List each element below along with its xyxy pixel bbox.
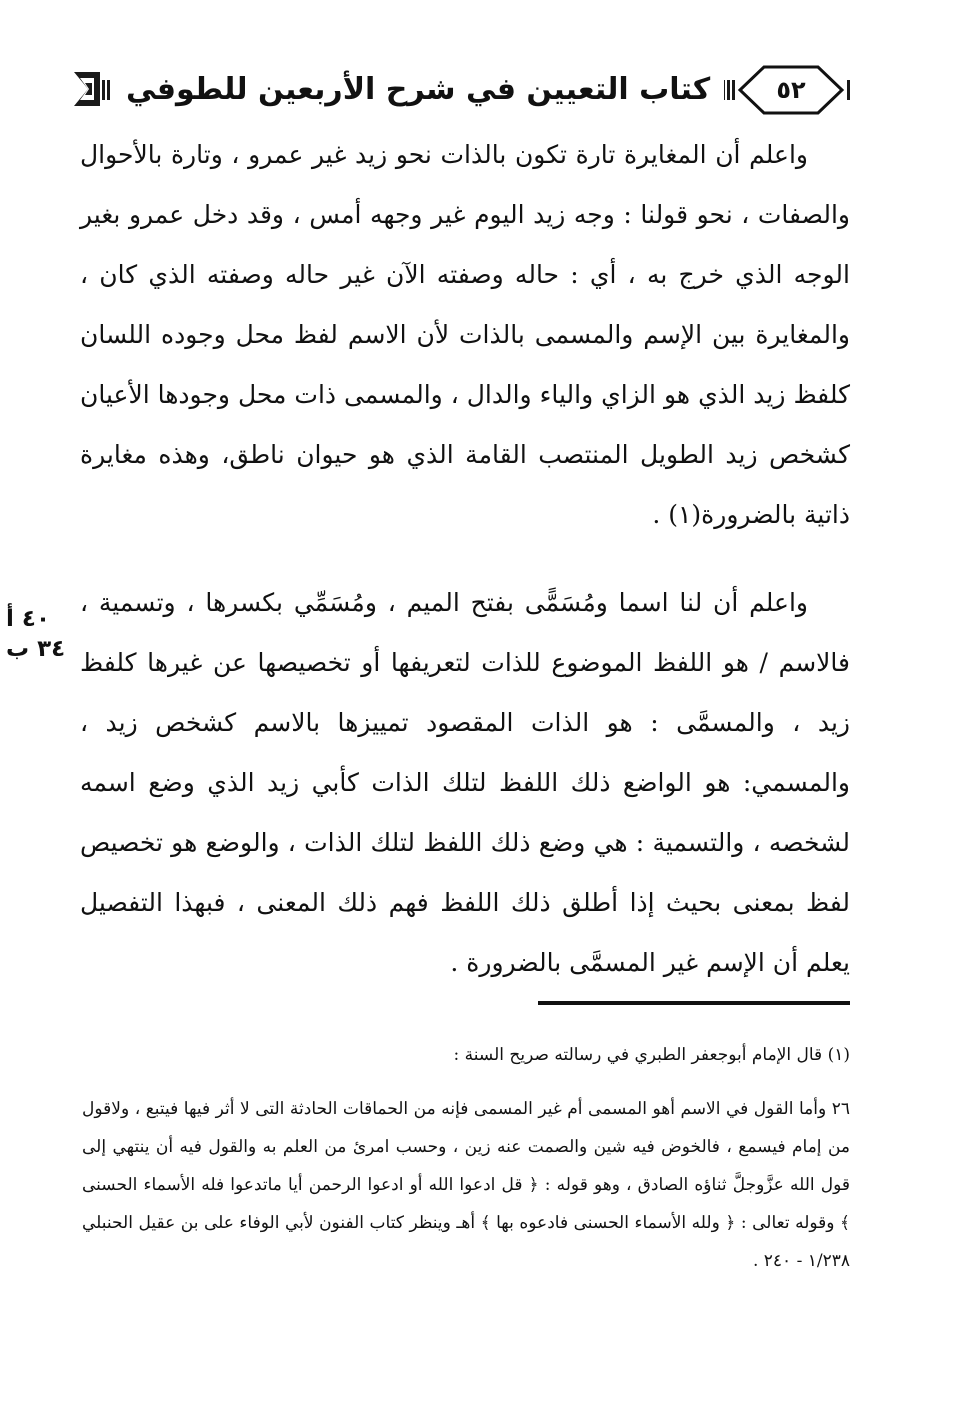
- folio-ref-2: ٣٤ ب: [6, 636, 66, 662]
- footnote-1-intro: (١) قال الإمام أبوجعفر الطبري في رسالته صريح السنة :: [453, 1045, 850, 1065]
- manuscript-folio-note: [6, 604, 70, 664]
- paragraph-1: واعلم أن المغايرة تارة تكون بالذات نحو زيد غير عمرو ، وتارة بالأحوال والصفات ، نحو قولنا : وجه زيد اليوم غير وجهه أمس ، وقد دخل عمرو بغير الوجه الذي خرج به ، أي : حاله وصفته الآن غير حاله وصفته الذي كان ، والمغايرة بين الإسم والمسمى بالذات لأن الاسم لفظ محل وجوده اللسان كلفظ زيد الذي هو الزاي والياء والدال ، والمسمى ذات محل وجودها الأعيان كشخص زيد الطويل المنتصب القامة الذي هو حيوان ناطق، وهذه مغايرة ذاتية بالضرورة(١) .: [80, 140, 850, 529]
- footnote-1-quote: ٢٦ وأما القول في الاسم أهو المسمى أم غير المسمى فإنه من الحماقات الحادثة التى لا أثر فيها فيتبع ، ولاقول من إمام فيسمع ، فالخوض فيه شين والصمت عنه زين ، وحسب امرئ من العلم به والقول فيه أن ينتهي إلى قول الله عزَّوجلَّ ثناؤه الصادق ، وهو قوله : ﴿ قل ادعوا الله أو ادعوا الرحمن أيا ماتدعوا فله الأسماء الحسنى ﴾ وقوله تعالى : ﴿ ولله الأسماء الحسنى فادعوه بها ﴾ أهـ وينظر كتاب الفنون لأبي الوفاء على بن عقيل الحنبلي ١/٢٣٨ - ٢٤٠ .: [82, 1099, 850, 1271]
- page-number: ٥٢: [776, 76, 806, 104]
- footnote-separator: [538, 1001, 850, 1005]
- book-title: كتاب التعيين في شرح الأربعين للطوفي: [112, 64, 724, 116]
- folio-ref-1: ٤٠ أ: [6, 606, 50, 632]
- header-ornament-icon: [72, 70, 102, 108]
- footnotes: [82, 1040, 850, 1280]
- main-text: [80, 125, 850, 993]
- page-number-badge: [736, 64, 846, 116]
- paragraph-2: واعلم أن لنا اسما ومُسَمًّى بفتح الميم ، ومُسَمِّي بكسرها ، وتسمية ، فالاسم / هو اللفظ الموضوع للذات لتعريفها أو تخصيصها عن غيرها كلفظ زيد ، والمسمَّى : هو الذات المقصود تمييزها بالاسم كشخص زيد ، والمسمي: هو الواضع ذلك اللفظ لتلك الذات كأبي زيد الذي وضع اسمه لشخصه ، والتسمية : هي وضع ذلك اللفظ لتلك الذات ، والوضع هو تخصيص لفظ بمعنى بحيث إذا أطلق ذلك اللفظ فهم ذلك المعنى ، فبهذا التفصيل يعلم أن الإسم غير المسمَّى بالضرورة .: [80, 588, 850, 977]
- page-header: [72, 64, 852, 122]
